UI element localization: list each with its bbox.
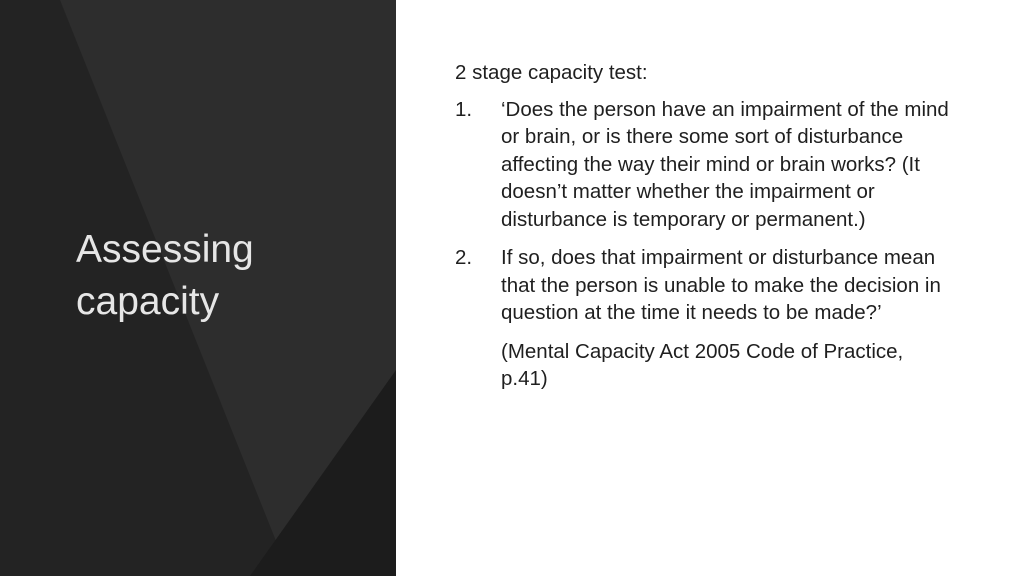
list-item [455, 96, 955, 234]
list-item [455, 244, 955, 327]
content-panel [396, 0, 1024, 576]
list-item-number: 2. [455, 246, 473, 269]
list-item-number: 1. [455, 97, 473, 121]
citation-text: (Mental Capacity Act 2005 Code of Practice, p.41) [501, 339, 904, 390]
intro-text: 2 stage capacity test: [455, 61, 648, 84]
slide-title [76, 224, 376, 328]
title-line-2: capacity [76, 279, 220, 323]
title-panel [0, 0, 396, 576]
list-item-text: If so, does that impairment or disturbance mean that the person is unable to make the decision in question at the time it needs to be made?’ [501, 246, 941, 324]
content-body [455, 59, 955, 393]
title-line-1: Assessing [76, 228, 254, 271]
list-item-text: ‘Does the person have an impairment of the mind or brain, or is there some sort of disturbance affecting the way their mind or brain works? (It doesn’t matter whether the impairment or disturbance is temporary or permanent.) [501, 97, 949, 231]
